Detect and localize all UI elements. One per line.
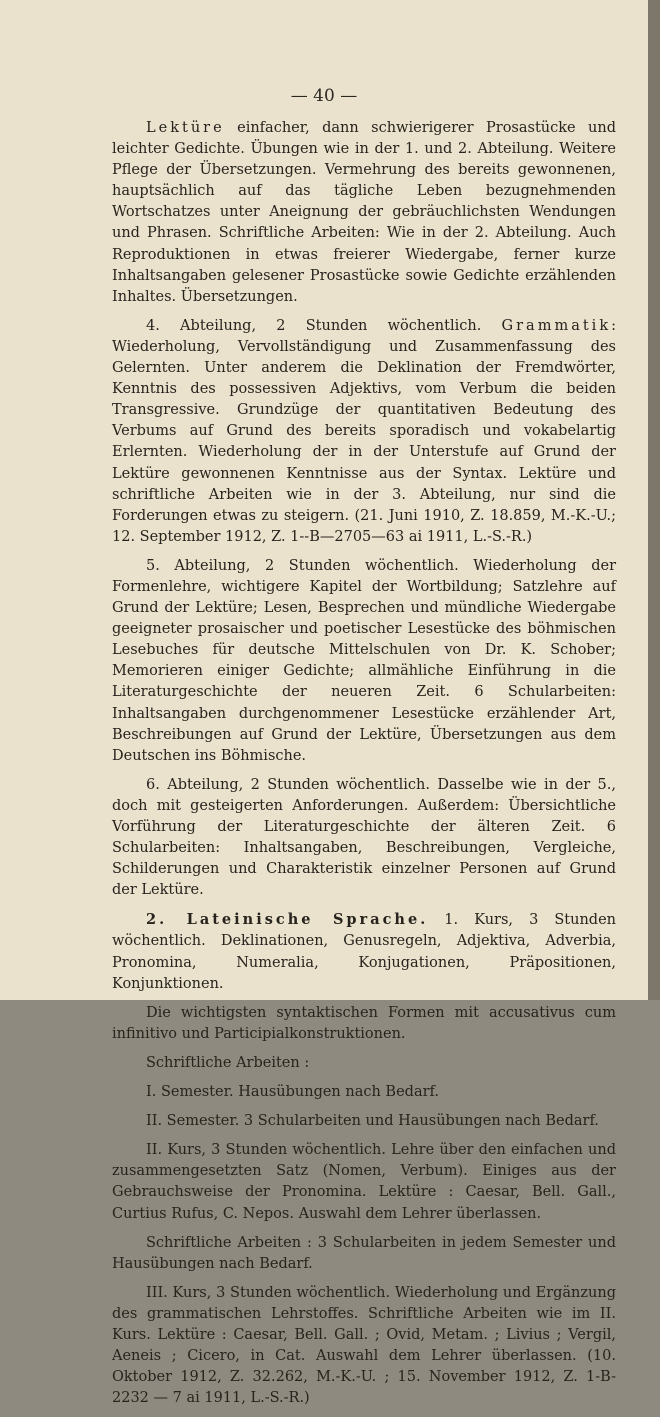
page-number: — 40 — (290, 86, 358, 106)
paragraph-kurs-2: II. Kurs, 3 Stunden wöchentlich. Lehre über den einfachen und zusammengesetzten Satz (Nomen, Verbum). Einiges aus der Gebrauchsweise der Pronomina. Lektüre : Caesar, Bell. Gall., Curtius Rufus, C. Nepos. Auswahl dem Lehrer überlassen. (112, 1142, 616, 1222)
spaced-term: Grammatik (501, 317, 612, 334)
book-spine-edge (648, 0, 660, 1000)
paragraph-text: einfacher, dann schwierigerer Prosastücke und leichter Gedichte. Übungen wie in der 1. und 2. Abteilung. Weitere Pflege der Übersetzungen. Vermehrung des bereits gewonnenen, hauptsächlich auf das tägliche Leben bezugnehmenden Wortschatzes unter Aneignung der gebräuchlichsten Wendungen und Phrasen. Schriftliche Arbeiten: Wie in der 2. Abteilung. Auch Reproduktionen in etwas freierer Wiedergabe, ferner kurze Inhaltsangaben gelesener Prosastücke sowie Gedichte erzählenden Inhaltes. Übersetzungen. (112, 120, 616, 305)
paragraph-text: 1. Kurs, 3 Stunden wöchentlich. Deklinationen, Genusregeln, Adjektiva, Adverbia, Pronomina, Numeralia, Konjugationen, Präpositionen, Konjunktionen. (112, 912, 616, 992)
paragraph-latein (112, 909, 616, 994)
paragraph-lead: 4. Abteilung, 2 Stunden wöchentlich. (146, 317, 502, 334)
paragraph-abteilung-5: 5. Abteilung, 2 Stunden wöchentlich. Wiederholung der Formenlehre, wichtigere Kapitel der Wortbildung; Satzlehre auf Grund der Lektüre; Lesen, Besprechen und mündliche Wiedergabe geeigneter prosaischer und poetischer Lesestücke des böhmischen Lesebuches für deutsche Mittelschulen von Dr. K. Schober; Memorieren einiger Gedichte; allmähliche Einführung in die Literaturgeschichte der neueren Zeit. 6 Schularbeiten: Inhaltsangaben durchgenommener Lesestücke erzählender Art, Beschreibungen auf Grund der Lektüre, Übersetzungen aus dem Deutschen ins Böhmische. (112, 557, 616, 764)
paragraph-lektuere (112, 118, 616, 308)
paragraph-arbeiten-kurs-2: Schriftliche Arbeiten : 3 Schularbeiten in jedem Semester und Hausübungen nach Bedarf. (112, 1234, 616, 1272)
paragraph-abteilung-4 (112, 316, 616, 548)
paragraph-semester-2: II. Semester. 3 Schularbeiten und Hausübungen nach Bedarf. (146, 1113, 599, 1130)
page-text (112, 118, 616, 1417)
section-heading: 2. Lateinische Sprache. (146, 911, 429, 929)
paragraph-kurs-3: III. Kurs, 3 Stunden wöchentlich. Wiederholung und Ergänzung des grammatischen Lehrstoffes. Schriftliche Arbeiten wie im II. Kurs. Lektüre : Caesar, Bell. Gall. ; Ovid, Metam. ; Livius ; Vergil, Aeneis ; Cicero, in Cat. Auswahl dem Lehrer überlassen. (10. Oktober 1912, Z. 32.262, M.-K.-U. ; 15. November 1912, Z. 1-B-2232 — 7 ai 1911, L.-S.-R.) (112, 1284, 616, 1407)
paragraph-arbeiten-label: Schriftliche Arbeiten : (146, 1054, 310, 1071)
paragraph-semester-1: I. Semester. Hausübungen nach Bedarf. (146, 1084, 439, 1101)
paragraph-abteilung-6: 6. Abteilung, 2 Stunden wöchentlich. Dasselbe wie in der 5., doch mit gesteigerten Anforderungen. Außerdem: Übersichtliche Vorführung der Literaturgeschichte der älteren Zeit. 6 Schularbeiten: Inhaltsangaben, Beschreibungen, Vergleiche, Schilderungen und Charakteristik einzelner Personen auf Grund der Lektüre. (112, 776, 616, 899)
paragraph-text: : Wiederholung, Vervollständigung und Zusammenfassung des Gelernten. Unter anderem die Deklination der Fremdwörter, Kenntnis des possessiven Adjektivs, vom Verbum die beiden Transgressive. Grundzüge der quantitativen Bedeutung des Verbums auf Grund des bereits sporadisch und vokabelartig Erlernten. Wiederholung der in der Unterstufe auf Grund der Lektüre gewonnenen Kenntnisse aus der Syntax. Lektüre und schriftliche Arbeiten wie in der 3. Abteilung, nur sind die Forderungen etwas zu steigern. (21. Juni 1910, Z. 18.859, M.-K.-U.; 12. September 1912, Z. 1--B—2705—63 ai 1911, L.-S.-R.) (112, 317, 616, 545)
paragraph-syntax: Die wichtigsten syntaktischen Formen mit accusativus cum infinitivo und Participialkonstruktionen. (112, 1004, 616, 1042)
lead-word: Lektüre (146, 120, 225, 136)
